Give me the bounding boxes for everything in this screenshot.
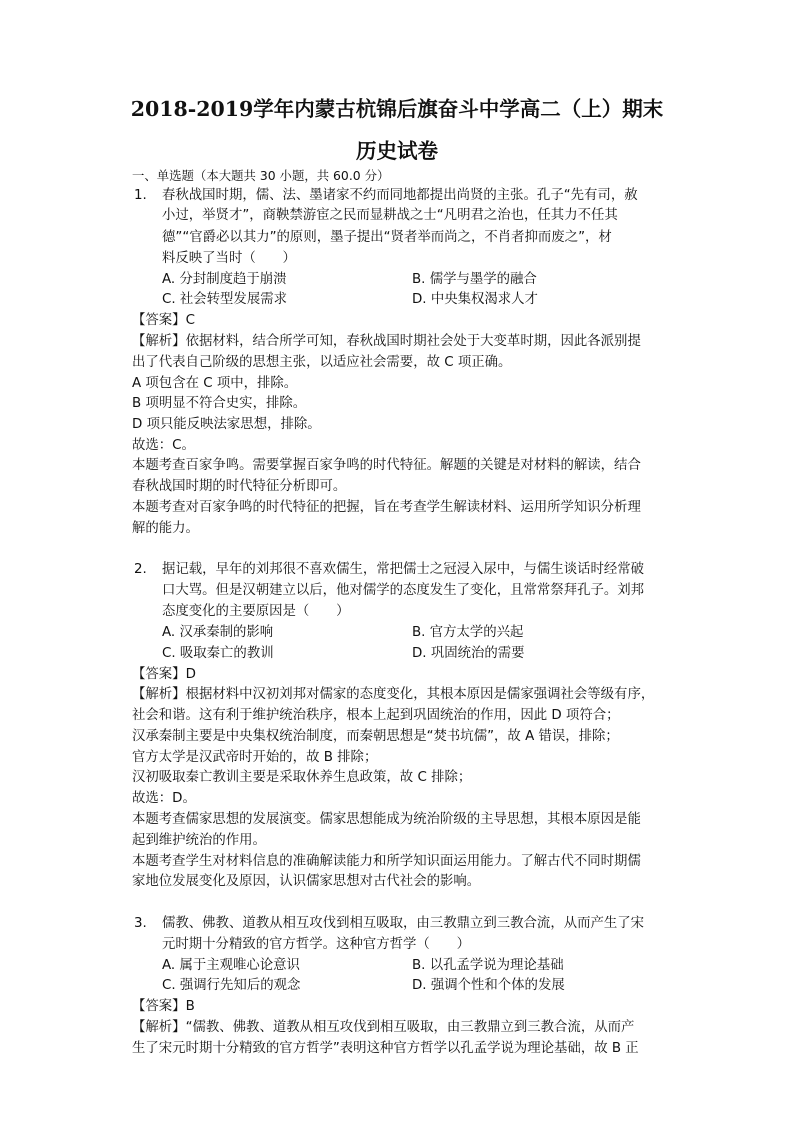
answer-row [132,665,196,685]
analysis-line: 社会和谐。这有利于维护统治秩序，根本上起到巩固统治的作用，因此 D 项符合； [132,708,620,723]
question-number: 3. [134,916,147,931]
question-stem-line: 据记载，早年的刘邦很不喜欢儒生，常把儒士之冠浸入尿中，与儒生谈话时经常破 [162,562,645,577]
analysis-line: 家地位发展变化及原因，认识儒家思想对古代社会的影响。 [132,874,481,889]
analysis-line: 依据材料，结合所学可知，春秋战国时期社会处于大变革时期，因此各派别提 [185,334,641,349]
analysis-line: 本题考查学生对材料信息的准确解读能力和所学知识面运用能力。了解古代不同时期儒 [132,854,641,869]
document-title-line1: 2018-2019学年内蒙古杭锦后旗奋斗中学高二（上）期末 [130,97,664,121]
option-d: D. 中央集权渴求人才 [412,292,538,307]
option-c: C. 社会转型发展需求 [162,292,287,307]
question-number: 2. [134,562,147,577]
option-a: A. 汉承秦制的影响 [162,625,274,640]
analysis-line: 故选：C。 [132,438,195,453]
analysis-row [132,1018,634,1038]
question-stem-line: 儒教、佛教、道教从相互攻伐到相互吸取，由三教鼎立到三教合流，从而产生了宋 [162,916,645,931]
question-stem-line: 德”“官爵必以其力”的原则，墨子提出“贤者举而尚之，不肖者抑而废之”，材 [162,230,612,245]
option-b: B. 儒学与墨学的融合 [412,272,537,287]
analysis-line: A 项包含在 C 项中，排除。 [132,376,298,391]
analysis-line: B 项明显不符合史实，排除。 [132,396,307,411]
analysis-line: D 项只能反映法家思想，排除。 [132,417,321,432]
question-stem-line: 春秋战国时期，儒、法、墨诸家不约而同地都提出尚贤的主张。孔子“先有司，赦 [162,188,638,203]
answer-row [132,997,195,1017]
option-a: A. 属于主观唯心论意识 [162,958,300,973]
question-stem-line: 小过，举贤才”，商鞅禁游宦之民而显耕战之士“凡明君之治也，任其力不任其 [162,208,618,223]
analysis-line: 解的能力。 [132,521,199,536]
option-c: C. 强调行先知后的观念 [162,978,301,993]
analysis-line: 生了宋元时期十分精致的官方哲学”表明这种官方哲学以孔孟学说为理论基础，故 B 正 [132,1041,639,1056]
analysis-label: 【解析】 [132,687,186,702]
option-d: D. 巩固统治的需要 [412,646,525,661]
question-stem-line: 元时期十分精致的官方哲学。这种官方哲学（ ） [162,937,470,952]
analysis-line: 起到维护统治的作用。 [132,833,266,848]
answer-label: 【答案】 [132,313,186,328]
analysis-label: 【解析】 [132,1020,186,1035]
analysis-line: 春秋战国时期的时代特征分析即可。 [132,479,347,494]
option-d: D. 强调个性和个体的发展 [412,978,565,993]
analysis-row [132,332,641,352]
option-a: A. 分封制度趋于崩溃 [162,272,287,287]
analysis-line: 故选：D。 [132,791,196,806]
option-b: B. 官方太学的兴起 [412,625,524,640]
analysis-line: 本题考查百家争鸣。需要掌握百家争鸣的时代特征。解题的关键是对材料的解读，结合 [132,458,641,473]
document-title-line2: 历史试卷 [356,139,438,163]
analysis-line: “儒教、佛教、道教从相互攻伐到相互吸取，由三教鼎立到三教合流，从而产 [185,1020,635,1035]
option-c: C. 吸取秦亡的教训 [162,646,274,661]
answer-label: 【答案】 [132,667,186,682]
analysis-line: 汉初吸取秦亡教训主要是采取休养生息政策，故 C 排除； [132,770,472,785]
analysis-line: 官方太学是汉武帝时开始的，故 B 排除； [132,750,378,765]
answer-value: D [185,667,196,682]
question-number: 1. [134,188,147,203]
section-heading: 一、单选题（本大题共 30 小题，共 60.0 分） [132,168,390,183]
answer-label: 【答案】 [132,999,186,1014]
answer-row [132,311,195,331]
analysis-line: 出了代表自己阶级的思想主张，以适应社会需要，故 C 项正确。 [132,355,512,370]
analysis-line: 本题考查儒家思想的发展演变。儒家思想能成为统治阶级的主导思想，其根本原因是能 [132,812,641,827]
analysis-row [132,685,654,705]
analysis-label: 【解析】 [132,334,186,349]
answer-value: C [185,313,195,328]
question-stem-line: 料反映了当时（ ） [162,251,296,266]
option-b: B. 以孔孟学说为理论基础 [412,958,564,973]
analysis-line: 本题考查对百家争鸣的时代特征的把握，旨在考查学生解读材料、运用所学知识分析理 [132,500,641,515]
question-stem-line: 口大骂。但是汉朝建立以后，他对儒学的态度发生了变化，且常常祭拜孔子。刘邦 [162,583,645,598]
analysis-line: 汉承秦制主要是中央集权统治制度，而秦朝思想是“焚书坑儒”，故 A 错误，排除； [132,729,619,744]
question-stem-line: 态度变化的主要原因是（ ） [162,604,350,619]
analysis-line: 根据材料中汉初刘邦对儒家的态度变化，其根本原因是儒家强调社会等级有序， [185,687,655,702]
answer-value: B [185,999,195,1014]
